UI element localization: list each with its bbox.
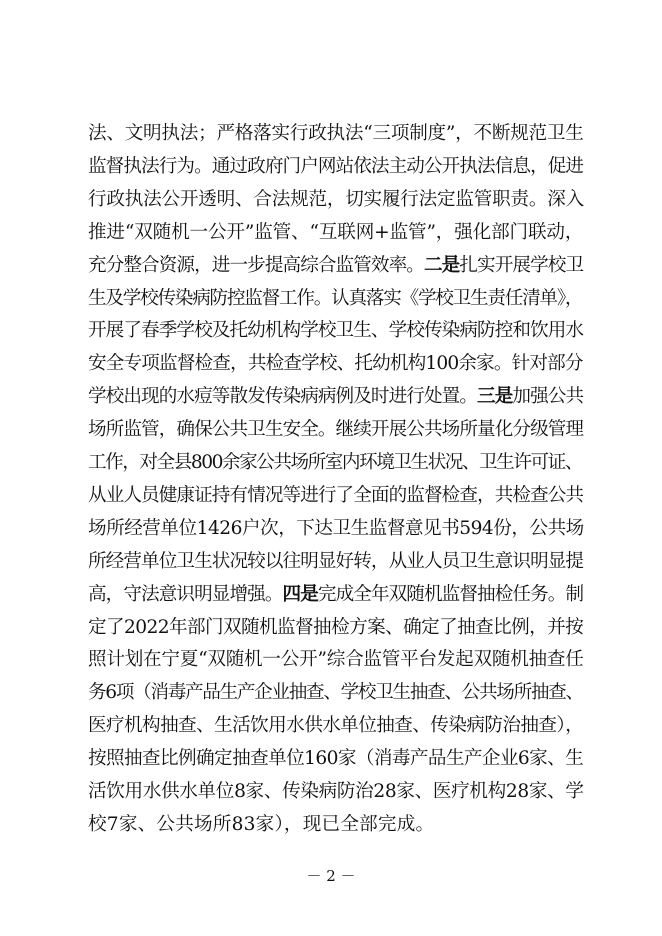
text-line: [88, 612, 584, 644]
text-segment: 定了2022年部门双随机监督抽检方案、确定了抽查比例，并按: [88, 616, 584, 638]
text-line: [88, 447, 584, 479]
emphasis-text: 二是: [423, 254, 460, 276]
text-segment: 安全专项监督检查，共检查学校、托幼机构100余家。针对部分: [88, 353, 583, 375]
text-line: [88, 283, 584, 315]
text-segment: 监督执法行为。通过政府门户网站依法主动公开执法信息，促进: [88, 155, 584, 177]
text-segment: 生及学校传染病防控监督工作。认真落实《学校卫生责任清单》，: [88, 287, 583, 309]
text-segment: 工作，对全县800余家公共场所室内环境卫生状况、卫生许可证、: [88, 452, 582, 473]
text-segment: 场所经营单位1426户次，下达卫生监督意见书594份，公共场: [88, 517, 584, 539]
text-line: [88, 151, 584, 183]
text-line: [88, 546, 584, 578]
text-segment: 从业人员健康证持有情况等进行了全面的监督检查，共检查公共: [88, 484, 584, 506]
text-line: [88, 743, 584, 775]
text-line: [88, 414, 584, 446]
text-line: [88, 381, 584, 413]
text-line: [88, 184, 584, 216]
text-line: [88, 348, 584, 380]
text-line: [88, 677, 584, 709]
text-segment: 加强公共: [512, 386, 584, 408]
emphasis-text: 三是: [477, 386, 513, 408]
text-segment: 医疗机构抽查、生活饮用水供水单位抽查、传染病防治抽查），: [88, 715, 584, 737]
text-segment: 按照抽查比例确定抽查单位160家（消毒产品生产企业6家、生: [88, 748, 584, 770]
text-line: [88, 480, 584, 512]
text-segment: 校7家、公共场所83家），现已全部完成。: [88, 813, 435, 835]
text-segment: 推进“双随机一公开”监管、“互联网+监管”，强化部门联动，: [88, 221, 584, 243]
text-line: [88, 776, 584, 808]
text-line: [88, 217, 584, 249]
text-line: [88, 579, 584, 611]
text-segment: 活饮用水供水单位8家、传染病防治28家、医疗机构28家、学: [88, 781, 584, 802]
text-segment: 行政执法公开透明、合法规范，切实履行法定监管职责。深入: [88, 188, 585, 210]
text-line: [88, 315, 584, 347]
text-segment: 高，守法意识明显增强。: [88, 583, 283, 605]
text-segment: 扎实开展学校卫: [459, 254, 584, 276]
text-segment: 所经营单位卫生状况较以往明显好转，从业人员卫生意识明显提: [88, 550, 584, 572]
text-line: [88, 118, 584, 150]
text-segment: 充分整合资源，进一步提高综合监管效率。: [88, 254, 424, 276]
text-segment: 场所监管，确保公共卫生安全。继续开展公共场所量化分级管理: [88, 419, 584, 441]
text-line: [88, 513, 584, 545]
text-segment: 学校出现的水痘等散发传染病病例及时进行处置。: [88, 386, 478, 408]
text-segment: 务6项（消毒产品生产企业抽查、学校卫生抽查、公共场所抽查、: [88, 682, 583, 704]
emphasis-text: 四是: [282, 583, 318, 605]
text-line: [88, 644, 584, 676]
text-segment: 法、文明执法；严格落实行政执法“三项制度”，不断规范卫生: [88, 123, 584, 144]
text-segment: 开展了春季学校及托幼机构学校卫生、学校传染病防控和饮用水: [88, 320, 584, 342]
text-segment: 照计划在宁夏“双随机一公开”综合监管平台发起双随机抽查任: [88, 649, 584, 671]
text-line: [88, 250, 584, 282]
text-line: [88, 809, 584, 841]
text-segment: 完成全年双随机监督抽检任务。制: [317, 583, 584, 605]
text-line: [88, 710, 584, 742]
page-number: － 2 －: [306, 867, 356, 885]
